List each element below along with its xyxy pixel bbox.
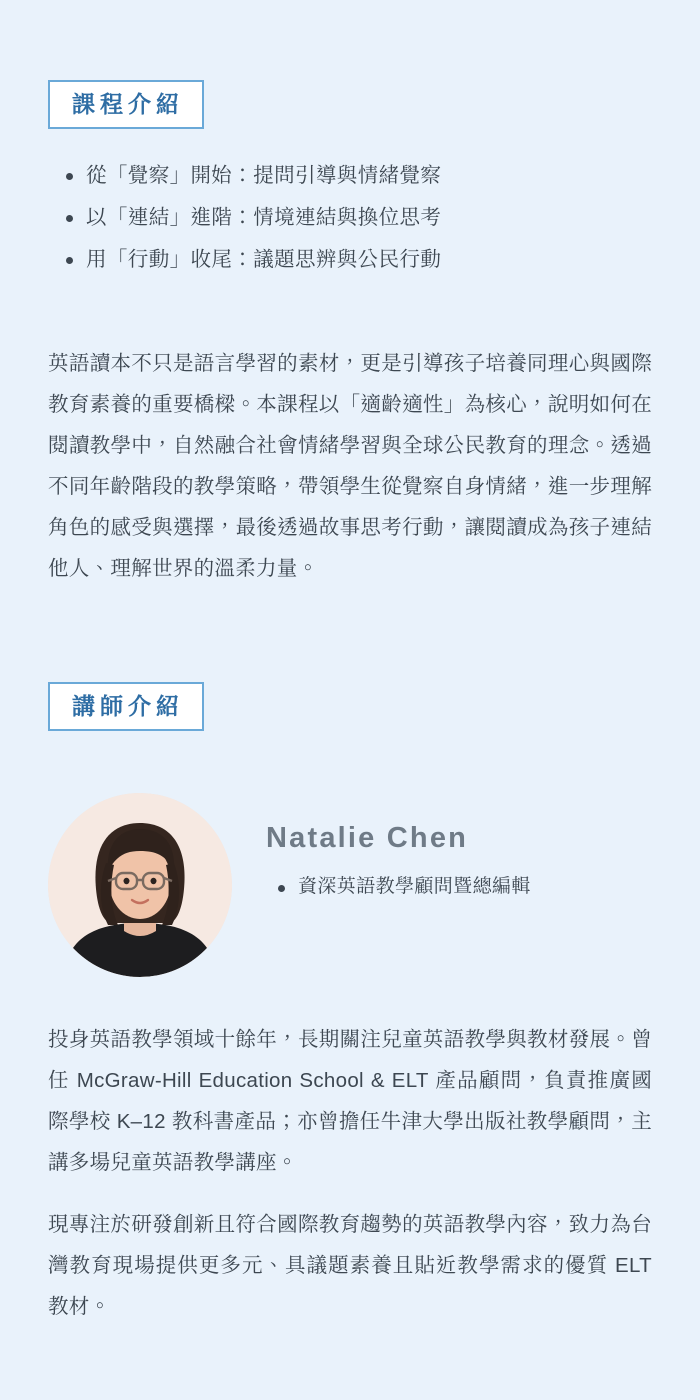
list-item: 資深英語教學顧問暨總編輯 xyxy=(298,870,652,904)
avatar-photo-illustration xyxy=(48,793,232,977)
section-heading-course-intro: 課程介紹 xyxy=(48,80,204,129)
lecturer-bio-paragraph-1: 投身英語教學領域十餘年，長期關注兒童英語教學與教材發展。曾任 McGraw-Hill Education School & ELT 產品顧問，負責推廣國際學校 K–12 教科書產品；亦曾擔任牛津大學出版社教學顧問，主講多場兒童英語教學講座。 xyxy=(48,1028,652,1175)
lecturer-profile-row xyxy=(48,793,652,977)
course-intro-bullet-list xyxy=(48,155,652,281)
lecturer-bio-paragraph-2: 現專注於研發創新且符合國際教育趨勢的英語教學內容，致力為台灣教育現場提供更多元、具議題素養且貼近教學需求的優質 ELT 教材。 xyxy=(48,1212,652,1318)
list-item: 用「行動」收尾：議題思辨與公民行動 xyxy=(86,239,652,281)
course-intro-paragraph: 英語讀本不只是語言學習的素材，更是引導孩子培養同理心與國際教育素養的重要橋樑。本課程以「適齡適性」為核心，說明如何在閱讀教學中，自然融合社會情緒學習與全球公民教育的理念。透過不同年齡階段的教學策略，帶領學生從覺察自身情緒，進一步理解角色的感受與選擇，最後透過故事思考行動，讓閱讀成為孩子連結他人、理解世界的溫柔力量。 xyxy=(48,352,652,581)
section-spacer xyxy=(48,610,652,682)
section-heading-lecturer-intro: 講師介紹 xyxy=(48,682,204,731)
lecturer-role-list xyxy=(266,870,652,904)
lecturer-name: Natalie Chen xyxy=(266,822,469,855)
avatar xyxy=(48,793,232,977)
list-item: 以「連結」進階：情境連結與換位思考 xyxy=(86,197,652,239)
lecturer-meta xyxy=(266,793,652,904)
list-item: 從「覺察」開始：提問引導與情緒覺察 xyxy=(86,155,652,197)
